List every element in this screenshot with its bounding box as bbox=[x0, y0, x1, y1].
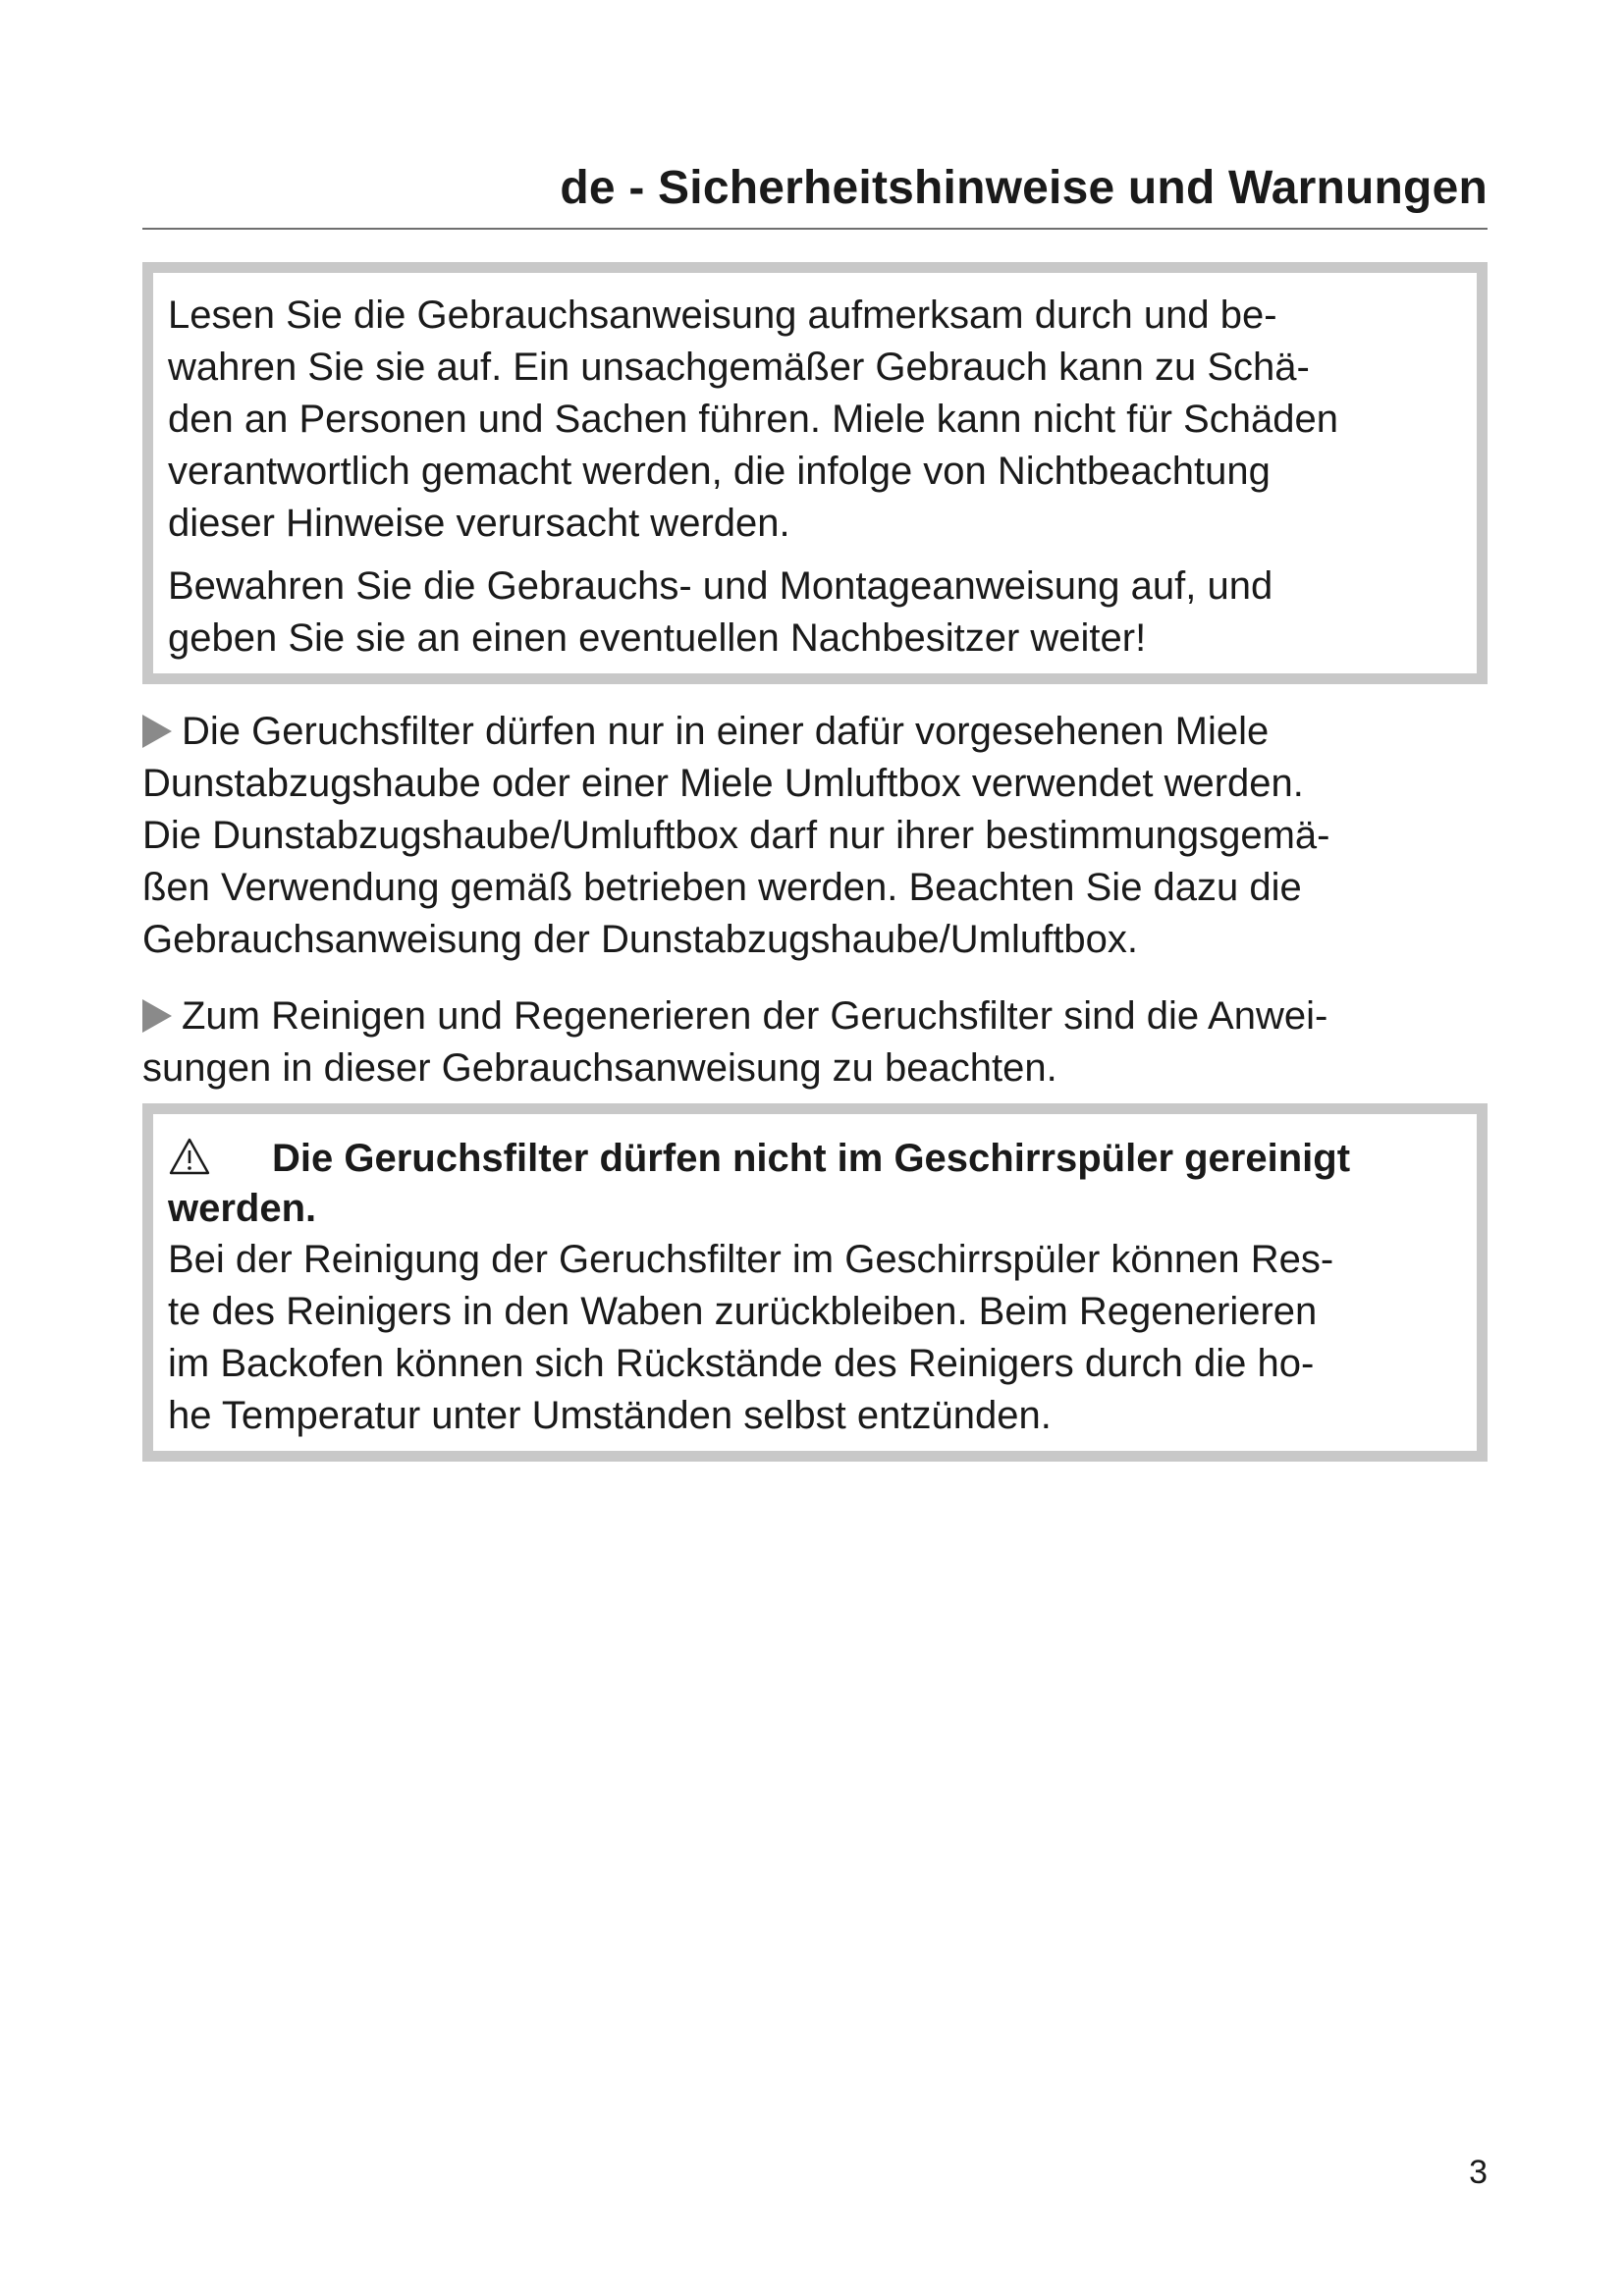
warning-heading-text: Die Geruchsfilter dürfen nicht im Geschirrspüler gereinigt werden. bbox=[168, 1137, 1351, 1230]
triangle-right-icon bbox=[142, 999, 172, 1033]
title-divider bbox=[142, 228, 1488, 230]
triangle-right-icon bbox=[142, 715, 172, 748]
warning-heading bbox=[168, 1134, 1471, 1234]
warning-body: Bei der Reinigung der Geruchsfilter im Geschirrspüler können Res- te des Reinigers in den Waben zurückbleiben. Beim Regenerieren im Backofen können sich Rückstände des Reinigers durch die ho- he Temperatur unter Umständen selbst entzünden. bbox=[168, 1238, 1334, 1437]
safety-item-2-text: Zum Reinigen und Regenerieren der Geruchsfilter sind die Anwei- sungen in dieser Gebrauchsanweisung zu beachten. bbox=[142, 994, 1328, 1090]
safety-item-1 bbox=[142, 706, 1488, 966]
safety-item-1-paragraph bbox=[142, 706, 1488, 966]
intro-paragraph-1: Lesen Sie die Gebrauchsanweisung aufmerksam durch und be- wahren Sie sie auf. Ein unsachgemäßer Gebrauch kann zu Schä- den an Personen und Sachen führen. Miele kann nicht für Schäden verantwortlich gemacht werden, die infolge von Nichtbeachtung dieser Hinweise verursacht werden. bbox=[168, 294, 1338, 545]
safety-item-2 bbox=[142, 990, 1488, 1095]
page-number: 3 bbox=[1469, 2154, 1488, 2191]
page-title: de - Sicherheitshinweise und Warnungen bbox=[560, 162, 1488, 214]
intro-notice-box bbox=[142, 262, 1488, 684]
safety-item-2-paragraph bbox=[142, 990, 1488, 1095]
intro-paragraph-2: Bewahren Sie die Gebrauchs- und Montageanweisung auf, und geben Sie sie an einen eventuellen Nachbesitzer weiter! bbox=[168, 564, 1273, 660]
warning-triangle-icon bbox=[168, 1137, 211, 1176]
safety-item-1-text: Die Geruchsfilter dürfen nur in einer dafür vorgesehenen Miele Dunstabzugshaube oder einer Miele Umluftbox verwendet werden. Die Dunstabzugshaube/Umluftbox darf nur ihrer bestimmungsgemä- ßen Verwendung gemäß betrieben werden. Beachten Sie dazu die Gebrauchsanweisung der Dunstabzugshaube/Umluftbox. bbox=[142, 710, 1330, 961]
warning-box bbox=[142, 1103, 1488, 1462]
